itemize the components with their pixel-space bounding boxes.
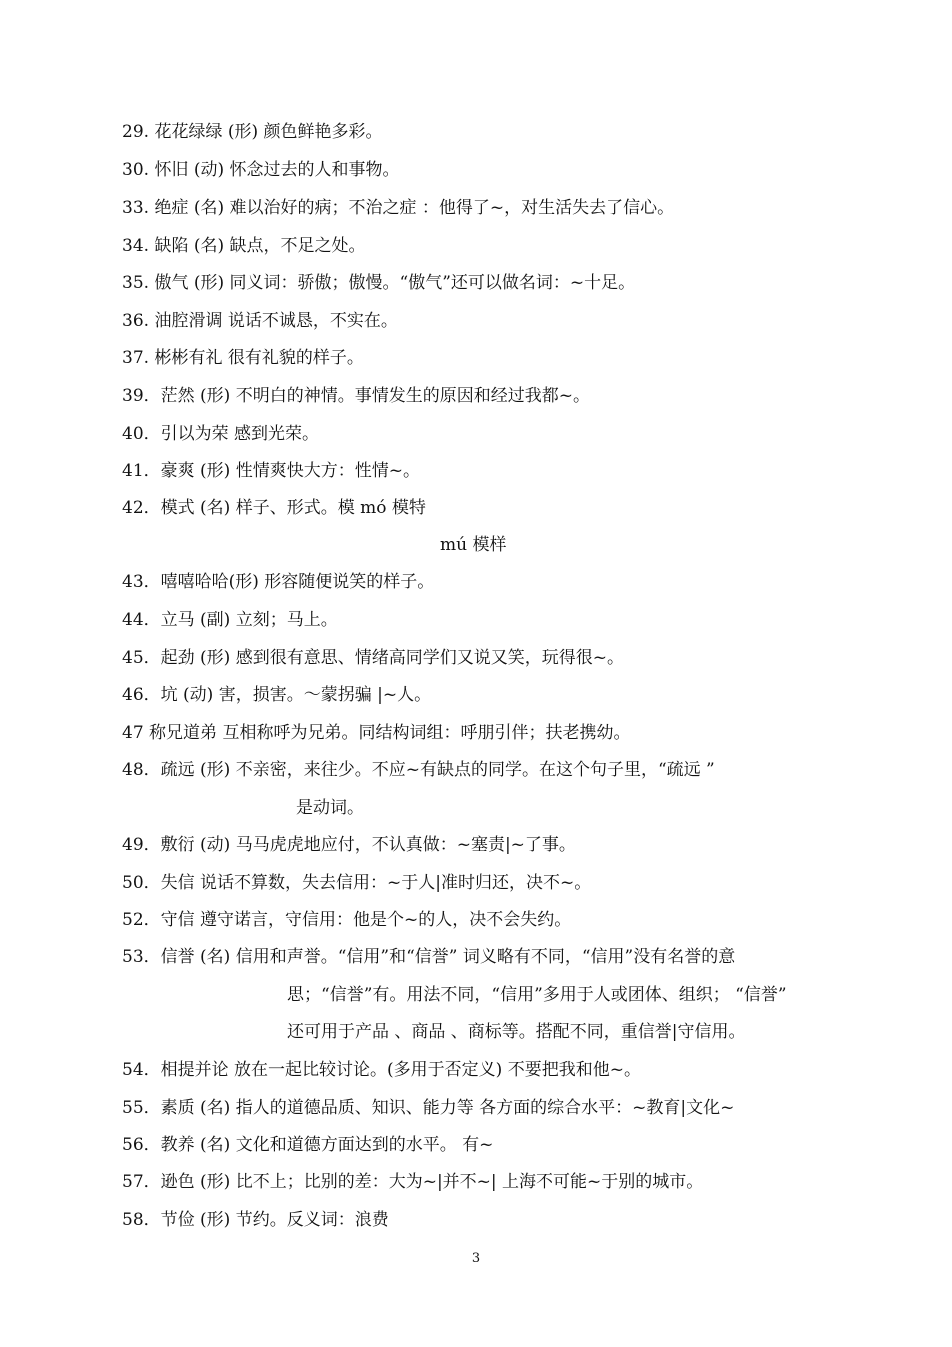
entry-36: 36. 油腔滑调 说话不诚恳，不实在。 [122, 311, 398, 331]
entry-37: 37. 彬彬有礼 很有礼貌的样子。 [122, 348, 364, 368]
entry-41: 41．豪爽 (形) 性情爽快大方：性情~。 [122, 461, 420, 481]
entry-57: 57．逊色 (形) 比不上；比别的差：大为~|并不~| 上海不可能~于别的城市。 [122, 1172, 704, 1192]
entry-48-continuation: 是动词。 [296, 798, 364, 818]
entry-43: 43．嘻嘻哈哈(形) 形容随便说笑的样子。 [122, 572, 435, 592]
entry-56: 56．教养 (名) 文化和道德方面达到的水平。 有~ [122, 1135, 494, 1155]
entry-34: 34. 缺陷 (名) 缺点，不足之处。 [122, 236, 366, 256]
entry-58: 58．节俭 (形) 节约。反义词：浪费 [122, 1210, 389, 1230]
entry-48: 48．疏远 (形) 不亲密，来往少。不应~有缺点的同学。在这个句子里，“疏远 ” [122, 760, 715, 780]
entry-39: 39．茫然 (形) 不明白的神情。事情发生的原因和经过我都~。 [122, 386, 590, 406]
entry-50: 50．失信 说话不算数，失去信用：~于人|准时归还，决不~。 [122, 873, 592, 893]
entry-42: 42．模式 (名) 样子、形式。模 mó 模特 [122, 498, 426, 518]
entry-40: 40．引以为荣 感到光荣。 [122, 424, 320, 444]
entry-42-continuation: mú 模样 [440, 535, 507, 555]
entry-44: 44．立马 (副) 立刻；马上。 [122, 610, 338, 630]
entry-29: 29. 花花绿绿 (形) 颜色鲜艳多彩。 [122, 122, 383, 142]
entry-46: 46．坑 (动) 害，损害。～蒙拐骗 |~人。 [122, 685, 432, 705]
entry-30: 30. 怀旧 (动) 怀念过去的人和事物。 [122, 160, 400, 180]
entry-47: 47 称兄道弟 互相称呼为兄弟。同结构词组：呼朋引伴；扶老携幼。 [122, 723, 631, 743]
entry-53-continuation-2: 还可用于产品 、商品 、商标等。搭配不同，重信誉|守信用。 [287, 1022, 746, 1042]
page-number: 3 [471, 1251, 481, 1266]
entry-49: 49．敷衍 (动) 马马虎虎地应付，不认真做：~塞责|~了事。 [122, 835, 576, 855]
entry-33: 33. 绝症 (名) 难以治好的病；不治之症 ：他得了~，对生活失去了信心。 [122, 198, 675, 218]
entry-35: 35. 傲气 (形) 同义词：骄傲；傲慢。“傲气”还可以做名词：~十足。 [122, 273, 636, 293]
entry-45: 45．起劲 (形) 感到很有意思、情绪高同学们又说又笑，玩得很~。 [122, 648, 624, 668]
entry-53: 53．信誉 (名) 信用和声誉。“信用”和“信誉” 词义略有不同，“信用”没有名誉的意 [122, 947, 736, 967]
entry-55: 55．素质 (名) 指人的道德品质、知识、能力等 各方面的综合水平：~教育|文化~ [122, 1098, 735, 1118]
entry-52: 52．守信 遵守诺言，守信用：他是个~的人，决不会失约。 [122, 910, 572, 930]
entry-54: 54．相提并论 放在一起比较讨论。(多用于否定义) 不要把我和他~。 [122, 1060, 641, 1080]
entry-53-continuation-1: 思；“信誉”有。用法不同，“信用”多用于人或团体、组织； “信誉” [287, 985, 787, 1005]
